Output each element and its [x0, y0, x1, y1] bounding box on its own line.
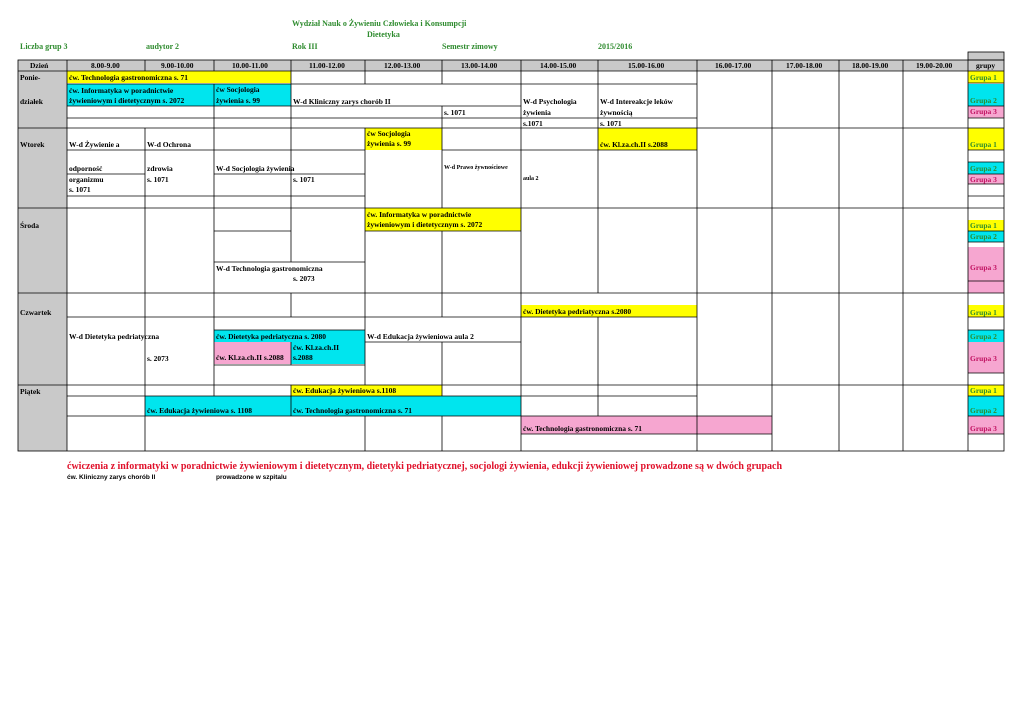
academic-year: 2015/2016	[598, 42, 633, 51]
time-header-7: 15.00-16.00	[628, 61, 665, 70]
mon-psy-line3: s.1071	[523, 119, 543, 128]
faculty-title: Wydział Nauk o Żywieniu Człowieka i Konsumpcji	[292, 19, 467, 28]
mon-klin-room: s. 1071	[444, 108, 466, 117]
wed-inf-line2: żywieniowym i dietetycznym s. 2072	[367, 220, 483, 229]
thu-group-1: Grupa 1	[970, 308, 997, 317]
major-title: Dietetyka	[367, 30, 400, 39]
tue-soc-line1: ćw Socjologia	[367, 129, 411, 138]
tue-och-line2: zdrowia	[147, 164, 173, 173]
thu-kl-line2: s.2088	[293, 353, 313, 362]
time-header-1: 9.00-10.00	[161, 61, 194, 70]
footnote-groups: ćwiczenia z informatyki w poradnictwie żywieniowym i dietetycznym, dietetyki pedriatycznej, socjologi żywienia, edukcji żywieniowej prowadzone są w dwóch grupach	[67, 461, 783, 472]
wed-group-1: Grupa 1	[970, 221, 997, 230]
thu-kl-line1: ćw. Kl.za.ch.II	[293, 343, 340, 352]
semester-label: Semestr zimowy	[442, 42, 498, 51]
day-monday-2: działek	[20, 97, 43, 106]
mon-group-2: Grupa 2	[970, 96, 997, 105]
time-header-10: 18.00-19.00	[852, 61, 889, 70]
thu-ped-class: ćw. Dietetyka pedriatyczna s.2080	[523, 307, 632, 316]
day-friday: Piątek	[20, 387, 41, 396]
time-header-6: 14.00-15.00	[540, 61, 577, 70]
mon-psy-line2: żywienia	[523, 108, 551, 117]
tue-prawo-room: aula 2	[523, 176, 539, 182]
day-monday-1: Ponie-	[20, 73, 41, 82]
fri-group-1: Grupa 1	[970, 386, 997, 395]
tue-och-line1: W-d Ochrona	[147, 140, 191, 149]
auditorium: audytor 2	[146, 42, 179, 51]
tue-zyw-line1: W-d Żywienie a	[69, 140, 120, 149]
groups-column-header: grupy	[976, 61, 996, 70]
mon-group-3: Grupa 3	[970, 107, 997, 116]
wed-group-3: Grupa 3	[970, 263, 997, 272]
mon-inf-line2: żywieniowym i dietetycznym s. 2072	[69, 96, 185, 105]
mon-int-line2: żywnością	[600, 108, 633, 117]
wed-tech-room: s. 2073	[293, 274, 315, 283]
thu-group-2: Grupa 2	[970, 332, 997, 341]
mon-inf-line1: ćw. Informatyka w poradnictwie	[69, 86, 174, 95]
mon-soc-line1: ćw Socjologia	[216, 85, 260, 94]
fri-group-2: Grupa 2	[970, 406, 997, 415]
day-column-header: Dzień	[30, 61, 49, 70]
fri-edu-class-1: ćw. Edukacja żywieniowa s.1108	[293, 386, 397, 395]
time-header-0: 8.00-9.00	[91, 61, 120, 70]
fri-group-3: Grupa 3	[970, 424, 997, 433]
time-header-4: 12.00-13.00	[384, 61, 421, 70]
thu-pedw-lecture: W-d Dietetyka pedriatyczna	[69, 332, 160, 341]
thu-group-3: Grupa 3	[970, 354, 997, 363]
tue-socw-room: s. 1071	[293, 175, 315, 184]
mon-tech-class: ćw. Technologia gastronomiczna s. 71	[69, 73, 189, 82]
mon-soc-line2: żywienia s. 99	[216, 96, 260, 105]
mon-group-1: Grupa 1	[970, 73, 997, 82]
time-header-11: 19.00-20.00	[916, 61, 953, 70]
time-header-8: 16.00-17.00	[715, 61, 752, 70]
tue-soc-line2: żywienia s. 99	[367, 139, 411, 148]
tue-group-2: Grupa 2	[970, 164, 997, 173]
thu-ped2-class: ćw. Dietetyka pedriatyczna s. 2080	[216, 332, 326, 341]
fri-edu-class-2: ćw. Edukacja żywieniowa s. 1108	[147, 406, 253, 415]
wed-tech-lecture: W-d Technologia gastronomiczna	[216, 264, 323, 273]
thu-edu-lecture: W-d Edukacja żywieniowa aula 2	[367, 332, 474, 341]
mon-int-line1: W-d Intereakcje leków	[600, 97, 673, 106]
groups-count: Liczba grup 3	[20, 42, 68, 51]
tue-prawo-lecture: W-d Prawo żywnościowe	[444, 165, 508, 171]
thu-kl-pink-class: ćw. Kl.za.ch.II s.2088	[216, 353, 284, 362]
fri-tech-class-2: ćw. Technologia gastronomiczna s. 71	[523, 424, 643, 433]
day-tuesday: Wtorek	[20, 140, 45, 149]
tue-kl-class: ćw. Kl.za.ch.II s.2088	[600, 140, 668, 149]
mon-psy-line1: W-d Psychologia	[523, 97, 577, 106]
tue-och-line3: s. 1071	[147, 175, 169, 184]
mon-klin-lecture: W-d Kliniczny zarys chorób II	[293, 97, 391, 106]
tue-zyw-line3: organizmu	[69, 175, 104, 184]
tue-socw-lecture: W-d Socjologia żywienia	[216, 164, 295, 173]
time-header-3: 11.00-12.00	[309, 61, 345, 70]
tue-group-1: Grupa 1	[970, 140, 997, 149]
day-wednesday: Środa	[20, 221, 40, 230]
tue-zyw-line4: s. 1071	[69, 185, 91, 194]
time-header-5: 13.00-14.00	[461, 61, 498, 70]
tue-zyw-line2: odporność	[69, 164, 103, 173]
wed-inf-line1: ćw. Informatyka w poradnictwie	[367, 210, 472, 219]
mon-int-line3: s. 1071	[600, 119, 622, 128]
thu-pedw-room: s. 2073	[147, 354, 169, 363]
fri-tech-class-1: ćw. Technologia gastronomiczna s. 71	[293, 406, 413, 415]
time-header-9: 17.00-18.00	[786, 61, 823, 70]
footnote-hospital-right: prowadzone w szpitalu	[216, 474, 287, 481]
footnote-hospital-left: ćw. Kliniczny zarys chorób II	[67, 474, 156, 481]
time-header-2: 10.00-11.00	[232, 61, 268, 70]
wed-group-2: Grupa 2	[970, 232, 997, 241]
year-label: Rok III	[292, 42, 318, 51]
day-thursday: Czwartek	[20, 308, 52, 317]
tue-group-3: Grupa 3	[970, 175, 997, 184]
